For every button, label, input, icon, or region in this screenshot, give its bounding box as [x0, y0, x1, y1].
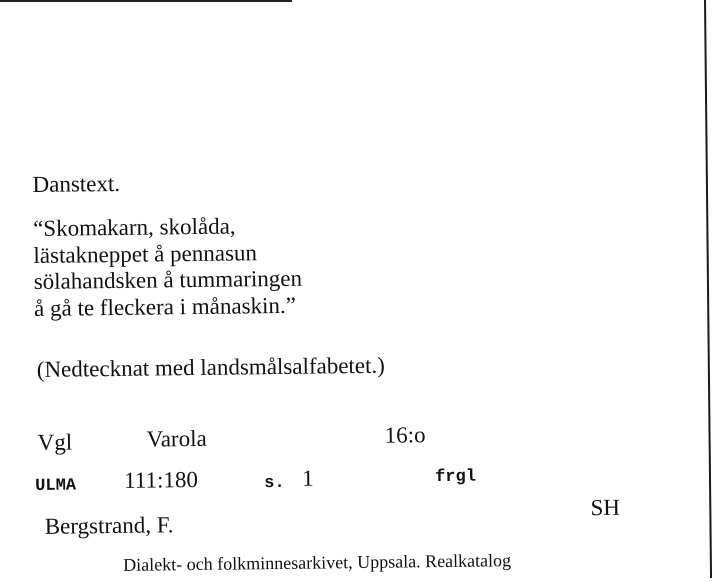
verse-line-2: lästakneppet å pennasun [33, 239, 258, 268]
category-code: frgl [435, 467, 477, 488]
transcription-note: (Nedtecknat med landsmålsalfabetet.) [36, 352, 385, 382]
verse-block [33, 213, 303, 322]
archive-label: ULMA [35, 476, 77, 496]
initials: SH [590, 494, 621, 521]
province-code: Vgl [37, 429, 73, 455]
card-heading: Danstext. [32, 170, 121, 197]
footer-archive-name: Dialekt- och folkminnesarkivet, Uppsala. Realkatalog [123, 550, 512, 575]
parish-name: Varola [146, 425, 207, 452]
page-value: 1 [302, 465, 314, 491]
verse-line-3: sölahandsken å tummaringen [33, 265, 303, 294]
verse-line-4: å gå te fleckera i månaskin.” [33, 292, 297, 321]
verse-line-1: “Skomakarn, skolåda, [32, 213, 236, 241]
item-number: 16:o [384, 422, 426, 448]
collector-name: Bergstrand, F. [44, 512, 174, 539]
archive-reference: 111:180 [124, 466, 199, 493]
page-label: s. [264, 473, 285, 494]
